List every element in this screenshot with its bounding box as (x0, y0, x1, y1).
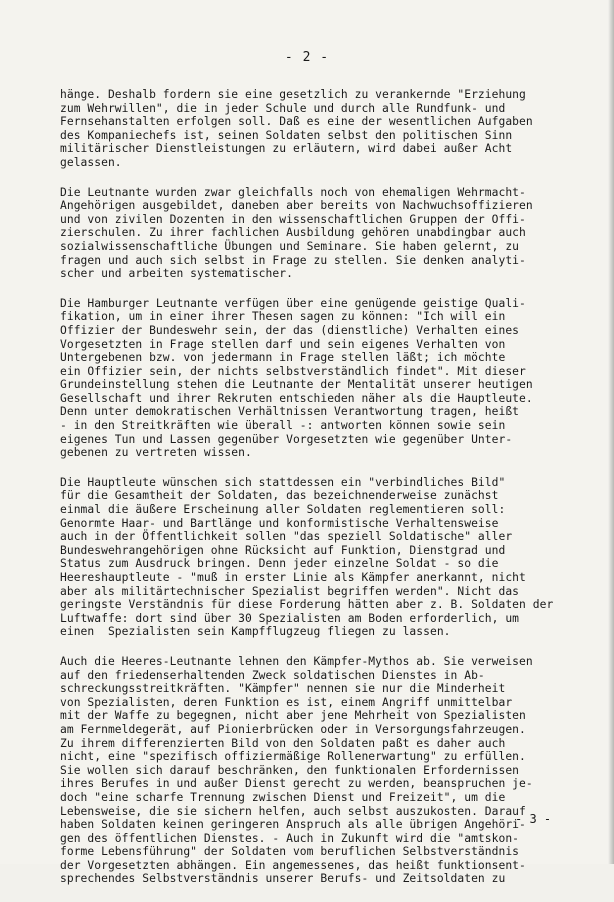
text-line: Zu ihrem differenzierten Bild von den Soldaten paßt es daher auch (60, 736, 506, 750)
text-line: zierschulen. Zu ihrer fachlichen Ausbildung gehören unabdingbar auch (60, 226, 526, 240)
text-line: Status zum Ausdruck bringen. Denn jeder einzelne Soldat - so die (60, 557, 499, 571)
text-line: Grundeinstellung stehen die Leutnante der Mentalität unserer heutigen (60, 378, 533, 392)
text-line: Auch die Heeres-Leutnante lehnen den Kämpfer-Mythos ab. Sie verweisen (60, 654, 533, 668)
text-line: Genormte Haar- und Bartlänge und konformistische Verhaltensweise (60, 516, 499, 530)
text-line: hänge. Deshalb fordern sie eine gesetzlich zu verankernde "Erziehung (60, 88, 526, 101)
page-edge-shadow (608, 0, 614, 864)
text-line: militärischer Dienstleistungen zu erläutern, wird dabei außer Acht (60, 142, 513, 156)
text-line: Gesellschaft und ihrer Rekruten entschieden näher als die Hauptleute. (60, 391, 533, 405)
text-line: Heereshauptleute - "muß in erster Linie als Kämpfer anerkannt, nicht (60, 571, 526, 584)
text-line: Lebensweise, die sie sichern helfen, auch selbst auszukosten. Darauf (60, 804, 526, 818)
text-line: fragen und auch sich selbst in Frage zu stellen. Sie denken analyti- (60, 253, 526, 267)
text-line: sozialwissenschaftliche Übungen und Seminare. Sie haben gelernt, zu (60, 239, 520, 253)
text-line: Die Hamburger Leutnante verfügen über eine genügende geistige Quali- (60, 296, 526, 310)
text-line: - in den Streitkräften wie überall -: antworten können sowie sein (60, 419, 506, 433)
text-line: mit der Waffe zu begegnen, nicht aber jene Mehrheit von Spezialisten (60, 709, 526, 723)
page-number-bottom: - 3 - (515, 812, 552, 826)
text-line: Fernsehanstalten erfolgen soll. Daß es eine der wesentlichen Aufgaben (60, 115, 533, 129)
text-line: Offizier der Bundeswehr sein, der das (dienstliche) Verhalten eines (60, 323, 520, 337)
text-line: auch in der Öffentlichkeit sollen "das speziell Soldatische" aller (60, 530, 513, 544)
text-line: des Kompaniechefs ist, seinen Soldaten selbst den politischen Sinn (60, 128, 513, 142)
text-line: Bundeswehrangehörigen ohne Rücksicht auf Funktion, Dienstgrad und (60, 543, 506, 557)
text-line: fikation, um in einer ihrer Thesen sagen zu können: "Ich will ein (60, 310, 506, 324)
text-line: Luftwaffe: dort sind über 30 Spezialisten am Boden erforderlich, um (60, 611, 520, 625)
text-line: ein Offizier sein, der nichts selbstverständlich findet". Mit dieser (60, 364, 526, 378)
text-line: einmal die äußere Erscheinung aller Soldaten reglementieren soll: (60, 503, 506, 517)
text-line: doch "eine scharfe Trennung zwischen Dienst und Freizeit", um die (60, 790, 506, 804)
text-line: forme Lebensführung" der Soldaten vom beruflichen Selbstverständnis (60, 845, 520, 859)
paragraph (60, 476, 580, 639)
text-line: und von zivilen Dozenten in den wissenschaftlichen Gruppen der Offi- (60, 212, 526, 226)
text-line: einen Spezialisten sein Kampfflugzeug fliegen zu lassen. (60, 625, 451, 639)
text-line: gen des öffentlichen Dienstes. - Auch in Zukunft wird die "amtskon- (60, 831, 520, 845)
text-line: gelassen. (60, 155, 122, 169)
text-line: Untergebenen bzw. von jedermann in Frage stellen läßt; ich möchte (60, 351, 506, 365)
text-line: eigenes Tun und Lassen gegenüber Vorgesetzten wie gegenüber Unter- (60, 432, 513, 446)
text-line: Die Hauptleute wünschen sich stattdessen ein "verbindliches Bild" (60, 475, 506, 489)
text-line: ihres Berufes in und außer Dienst gerecht zu werden, beanspruchen je- (60, 777, 533, 791)
paragraph (60, 297, 580, 460)
page-number-top: - 2 - (284, 50, 330, 65)
paragraph (60, 186, 580, 281)
text-line: Vorgesetzten in Frage stellen darf und sein eigenes Verhalten von (60, 337, 506, 351)
text-line: Die Leutnante wurden zwar gleichfalls noch von ehemaligen Wehrmacht- (60, 185, 526, 199)
text-line: sprechendes Selbstverständnis unserer Berufs- und Zeitsoldaten zu (60, 872, 506, 886)
text-line: für die Gesamtheit der Soldaten, das bezeichnenderweise zunächst (60, 489, 499, 503)
paragraph (60, 88, 580, 170)
text-line: aber als militärtechnischer Spezialist begriffen werden". Nicht das (60, 584, 520, 598)
text-line: gebenen zu vertreten wissen. (60, 446, 252, 460)
text-line: zum Wehrwillen", die in jeder Schule und durch alle Rundfunk- und (60, 101, 506, 115)
body-text (60, 88, 580, 902)
text-line: von Spezialisten, deren Funktion es ist, einem Angriff unmittelbar (60, 695, 513, 709)
text-line: Sie wollen sich darauf beschränken, den funktionalen Erfordernissen (60, 763, 520, 777)
text-line: schreckungsstreitkräften. "Kämpfer" nennen sie nur die Minderheit (60, 682, 506, 696)
text-line: Denn unter demokratischen Verhältnissen Verantwortung tragen, heißt (60, 405, 520, 419)
text-line: der Vorgesetzten abhängen. Ein angemessenes, das heißt funktionsent- (60, 858, 526, 872)
paragraph (60, 655, 580, 886)
text-line: haben Soldaten keinen geringeren Anspruch als alle übrigen Angehöri- (60, 818, 526, 832)
text-line: am Fernmeldegerät, auf Pionierbrücken oder in Versorgungsfahrzeugen. (60, 722, 526, 736)
text-line: nicht, eine "spezifisch offiziermäßige Rollenerwartung" zu erfüllen. (60, 750, 526, 764)
text-line: geringste Verständnis für diese Forderung hätten aber z. B. Soldaten der (60, 598, 554, 612)
text-line: scher und arbeiten systematischer. (60, 267, 293, 281)
text-line: Angehörigen ausgebildet, daneben aber bereits von Nachwuchsoffizieren (60, 199, 533, 213)
text-line: auf den friedenserhaltenden Zweck soldatischen Dienstes in Ab- (60, 668, 485, 682)
